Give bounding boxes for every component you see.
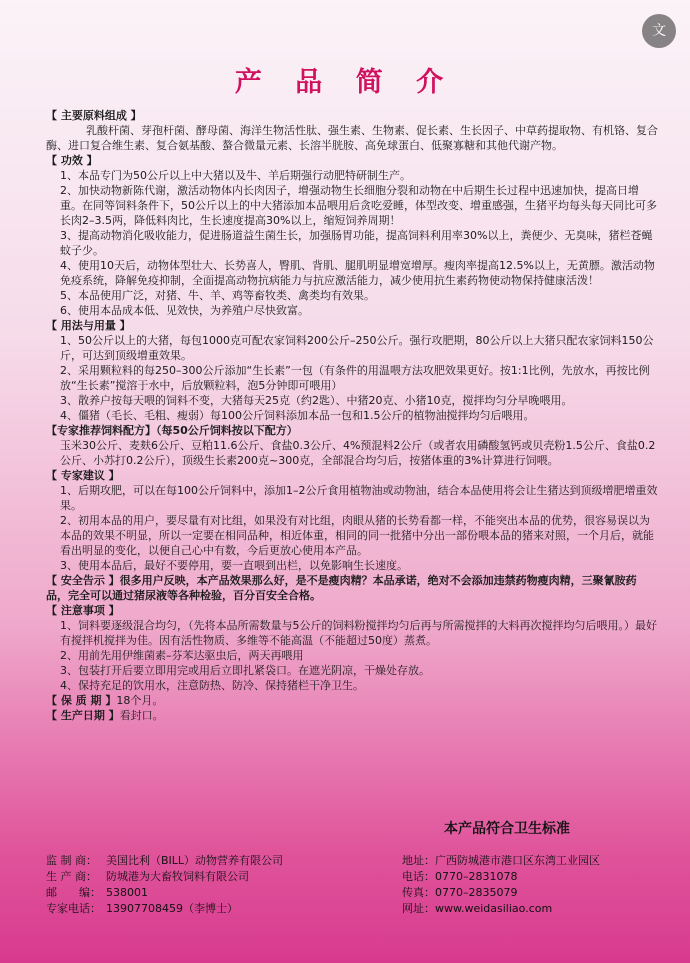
section-safety-heading: 【 安全告示 】: [46, 574, 120, 587]
footer-row: [46, 853, 283, 869]
footer-label: 专家电话：: [46, 902, 101, 915]
document-body: [46, 108, 658, 723]
footer-row: [402, 853, 600, 869]
footer-label: 监 制 商：: [46, 854, 97, 867]
footer-value: 13907708459（李博士）: [106, 902, 238, 915]
usage-item: 4、僵猪（毛长、毛粗、瘦弱）每100公斤饲料添加本品一包和1.5公斤的植物油搅拌均匀后喂用。: [60, 409, 535, 422]
advice-item: 3、使用本品后，最好不要停用，要一直喂到出栏，以免影响生长速度。: [60, 559, 408, 572]
footer-row: [46, 901, 283, 917]
production-date-value: 看封口。: [119, 709, 164, 722]
footer-row: [402, 869, 600, 885]
efficacy-item: 1、本品专门为50公斤以上中大猪以及牛、羊后期强行动肥特研制生产。: [60, 169, 411, 182]
efficacy-item: 5、本品使用广泛，对猪、牛、羊、鸡等畜牧类、禽类均有效果。: [60, 289, 375, 302]
footer-row: [402, 885, 600, 901]
advice-item: 1、后期攻肥，可以在每100公斤饲料中，添加1–2公斤食用植物油或动物油，结合本品使用将会让生猪达到顶级增肥增重效果。: [60, 484, 658, 512]
footer-row: [46, 869, 283, 885]
shelf-life: [46, 693, 658, 708]
section-advice-heading: 【 专家建议 】: [46, 469, 120, 482]
footer-label: 地址：: [402, 854, 435, 867]
section-notes-heading: 【 注意事项 】: [46, 604, 120, 617]
safety-text: 很多用户反映，本产品效果那么好，是不是瘦肉精？本品承诺，绝对不会添加违禁药物瘦肉精，三聚氰胺药品，完全可以通过猪尿液等各种检验，百分百安全合格。: [46, 574, 637, 602]
footer-value: 538001: [106, 886, 148, 899]
production-date: [46, 708, 658, 723]
notes-item: 1、饲料要逐级混合均匀，（先将本品所需数量与5公斤的饲料粉搅拌均匀后再与所需搅拌的大料再次搅拌均匀后喂用。）最好有搅拌机搅拌为佳。因有活性物质、多维等不能高温（不能超过50度）蒸煮。: [60, 619, 657, 647]
section-ingredients-heading: 【 主要原料组成 】: [46, 109, 142, 122]
efficacy-item: 6、使用本品成本低、见效快，为养殖户尽快致富。: [60, 304, 309, 317]
footer-value: 0770–2835079: [435, 886, 518, 899]
footer-label: 传真：: [402, 886, 435, 899]
footer-value: 防城港为大畜牧饲料有限公司: [106, 870, 249, 883]
section-usage-heading: 【 用法与用量 】: [46, 319, 131, 332]
page-title: 产 品 简 介: [234, 67, 456, 98]
ingredients-text: 乳酸杆菌、芽孢杆菌、酵母菌、海洋生物活性肽、强生素、生物素、促长素、生长因子、中草药提取物、有机铬、复合酶、进口复合维生素、复合氨基酸、螯合微量元素、长溶半胱胺、高免球蛋白、低聚寡糖和其他代谢产物。: [46, 124, 658, 152]
shelf-life-heading: 【 保 质 期 】: [46, 694, 117, 707]
production-date-heading: 【 生产日期 】: [46, 709, 120, 722]
shelf-life-value: 18个月。: [116, 694, 164, 707]
footer-value: 0770–2831078: [435, 870, 518, 883]
section-formula-heading: 【专家推荐饲料配方】（每50公斤饲料按以下配方）: [46, 424, 298, 437]
footer-label: 邮 编：: [46, 886, 101, 899]
usage-item: 2、采用颗粒料的每250–300公斤添加“生长素”一包（有条件的用温喂方法攻肥效果更好。按1:1比例，先放水，再按比例放“生长素”搅溶于水中，后放颗粒料，泡5分钟即可喂用）: [60, 364, 650, 392]
safety-notice: [46, 573, 658, 603]
footer-row: [46, 885, 283, 901]
efficacy-item: 2、加快动物新陈代谢，激活动物体内长肉因子，增强动物生长细胞分裂和动物在中后期生长过程中迅速加快，提高日增重。在同等饲料条件下，50公斤以上的中大猪添加本品喂用后贪吃爱睡，体型改变、增重感强，生猪平均每头每天同比可多长肉2–3.5两，降低料肉比，生长速度提高30%以上，缩短饲养周期！: [60, 184, 657, 227]
notes-item: 2、用前先用伊维菌素–芬苯达驱虫后，两天再喂用: [60, 649, 304, 662]
usage-item: 3、散养户按每天喂的饲料不变，大猪每天25克（约2匙）、中猪20克、小猪10克，搅拌均匀分早晚喂用。: [60, 394, 573, 407]
efficacy-item: 4、使用10天后，动物体型壮大、长势喜人，臀肌、背肌、腿肌明显增宽增厚。瘦肉率提高12.5%以上，无黄膘。激活动物免疫系统，降解免疫抑制，全面提高动物抗病能力与抗应激活能力，减少使用抗生素药物使动物保持健康活泼！: [60, 259, 655, 287]
notes-item: 4、保持充足的饮用水，注意防热、防冷、保持猪栏干净卫生。: [60, 679, 364, 692]
translate-button[interactable]: 文: [642, 14, 676, 48]
hygiene-standard-note: 本产品符合卫生标准: [444, 821, 570, 837]
footer-row: [402, 901, 600, 917]
section-efficacy-heading: 【 功效 】: [46, 154, 98, 167]
footer-website-link[interactable]: www.weidasiliao.com: [435, 902, 553, 915]
footer-company-info: [46, 853, 283, 917]
efficacy-item: 3、提高动物消化吸收能力，促进肠道益生菌生长，加强肠胃功能，提高饲料利用率30%以上，粪便少、无臭味，猪栏苍蝇蚊子少。: [60, 229, 653, 257]
formula-text: 玉米30公斤、麦麸6公斤、豆粕11.6公斤、食盐0.3公斤、4%预混料2公斤（或者农用磷酸氢钙或贝壳粉1.5公斤、食盐0.2公斤、小苏打0.2公斤），顶级生长素200克~300克，全部混合均匀后，按猪体重的3%计算进行饲喂。: [60, 439, 656, 467]
footer-contact-info: [402, 853, 600, 917]
usage-item: 1、50公斤以上的大猪，每包1000克可配农家饲料200公斤–250公斤。强行攻肥期，80公斤以上大猪只配农家饲料150公斤，可达到顶级增重效果。: [60, 334, 654, 362]
footer-label: 生 产 商：: [46, 870, 97, 883]
footer-value: 广西防城港市港口区东湾工业园区: [435, 854, 600, 867]
footer-value: 美国比利（BILL）动物营养有限公司: [106, 854, 284, 867]
footer-label: 网址：: [402, 902, 435, 915]
footer-label: 电话：: [402, 870, 435, 883]
notes-item: 3、包装打开后要立即用完或用后立即扎紧袋口。在遮光阴凉，干燥处存放。: [60, 664, 430, 677]
advice-item: 2、初用本品的用户，要尽量有对比组，如果没有对比组，肉眼从猪的长势看都一样，不能突出本品的优势，很容易误以为本品的效果不明显，所以一定要在相同品种，相近体重，相同的同一批猪中分出一部份喂本品的猪来对照，一个月后，就能看出明显的变化，以便自己心中有数，今后更放心使用本产品。: [60, 514, 654, 557]
